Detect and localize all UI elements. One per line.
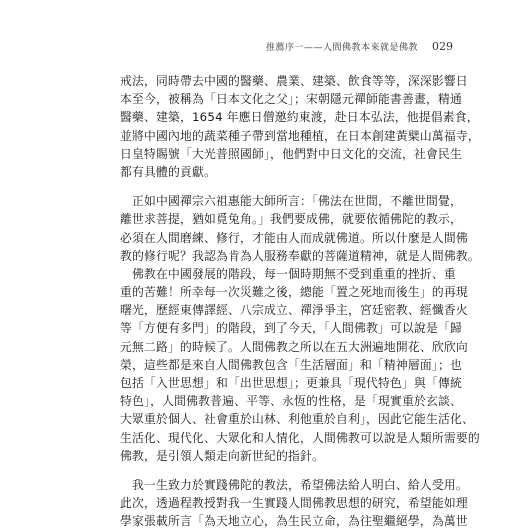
text-line: 曙光，歷經東傳譯經、八宗成立、禪淨爭主，宮廷密教、經懺香火 (120, 303, 468, 318)
text-line: 都有具體的貢獻。 (120, 164, 216, 179)
text-line: 包括「入世思想」和「出世思想」；更兼具「現代特色」與「傳統 (120, 376, 463, 390)
text-line: 榮，這些都是來自人間佛教包含「生活層面」和「精神層面」；也 (120, 357, 463, 372)
text-line: 戒法，同時帶去中國的醫藥、農業、建築、飲食等等，深深影響日 (120, 74, 468, 88)
paragraph-1 (120, 72, 480, 181)
paragraph-2 (120, 192, 480, 265)
text-line: 教的修行呢？我認為肯為人服務奉獻的菩薩道精神，就是人間佛教。 (120, 248, 480, 263)
text-line: 特色」，人間佛教普遍、平等、永恆的性格，是「現實重於玄談、 (120, 394, 463, 409)
text-line: 學家張載所言「為天地立心，為生民立命，為往聖繼絕學，為萬世 (120, 514, 468, 529)
running-header (266, 40, 453, 53)
text-line: 並將中國內地的蔬菜種子帶到當地種植，在日本創建黃檗山萬福寺， (120, 128, 480, 143)
page-number: 029 (432, 40, 454, 53)
text-line: 大眾重於個人、社會重於山林、利他重於自利」，因此它能生活化、 (120, 412, 475, 427)
text-line: 我一生致力於實踐佛陀的教法，希望佛法給人明白、給人受用。 (120, 477, 468, 492)
text-line: 醫藥、建築，1654 年應日僧邀約東渡，赴日本弘法，他提倡素食， (120, 110, 479, 125)
text-line: 生活化、現代化、大眾化和人情化，人間佛教可以說是人類所需要的 (120, 430, 480, 445)
text-line: 必須在人間磨練、修行，才能由人而成就佛道。所以什麼是人間佛 (120, 230, 468, 245)
text-line: 元無二路」的時候了。人間佛教之所以在五大洲遍地開花、欣欣向 (120, 339, 468, 354)
text-line: 佛教在中國發展的階段，每一個時期無不受到重重的挫折、重 (120, 266, 456, 281)
paragraph-spacer (120, 181, 401, 192)
paragraph-spacer (120, 465, 401, 476)
text-line: 正如中國禪宗六祖惠能大師所言：「佛法在世間，不離世間覺， (120, 194, 463, 209)
paragraph-4 (120, 476, 468, 531)
body-text (120, 72, 480, 531)
paragraph-3 (120, 265, 480, 465)
text-line: 離世求菩提，猶如覓兔角。」我們要成佛，就要依循佛陀的教示， (120, 212, 463, 227)
text-line: 等「方便有多門」的階段，到了今天，「人間佛教」可以說是「歸 (120, 321, 463, 336)
text-line: 本至今，被稱為「日本文化之父」；宋朝隱元禪師能書善畫，精通 (120, 92, 463, 107)
text-line: 日皇特賜號「大光普照國師」，他們對中日文化的交流，社會民生 (120, 146, 463, 161)
text-line: 佛教，是引領人類走向新世紀的指針。 (120, 448, 324, 463)
running-head-title: 推薦序一——人間佛教本來就是佛教 (266, 43, 419, 53)
text-line: 重的苦難！所幸每一次災難之後，總能「置之死地而後生」的再現 (120, 285, 468, 300)
text-line: 此次，透過程教授對我一生實踐人間佛教思想的研究，希望能如理 (120, 496, 468, 511)
